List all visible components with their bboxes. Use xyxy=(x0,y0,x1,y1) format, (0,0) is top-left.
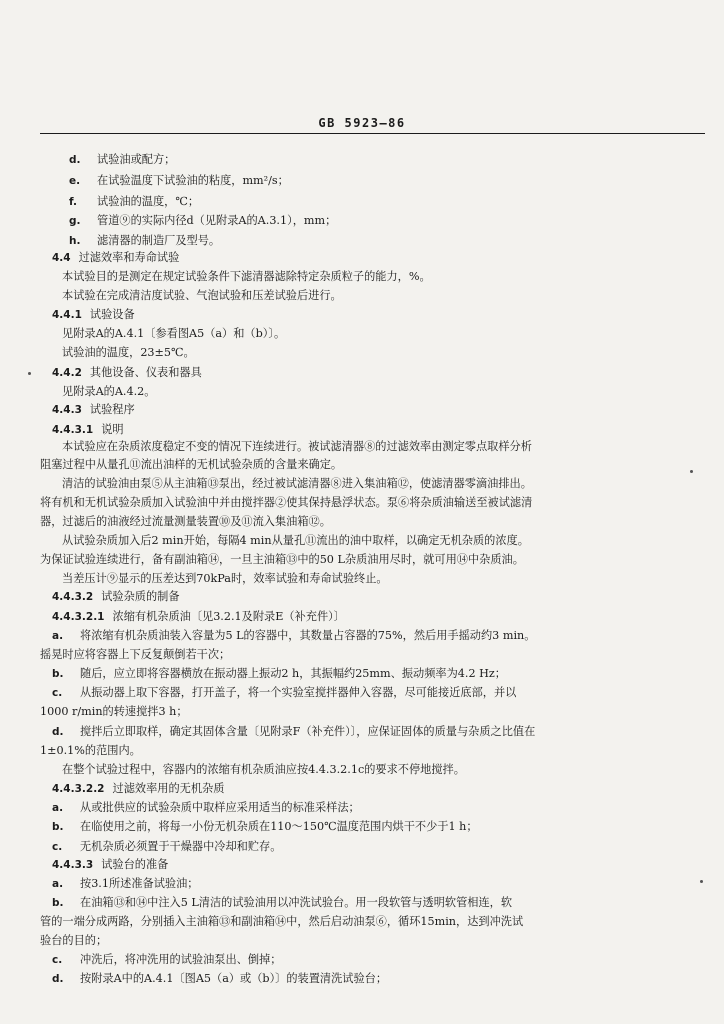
line-text: 浓缩有机杂质油〔见3.2.1及附录E（补充件）〕 xyxy=(112,610,345,623)
item-marker: g. xyxy=(69,215,81,227)
line-text: 本试验应在杂质浓度稳定不变的情况下连续进行。被试滤清器⑧的过滤效率由测定零点取样分析 xyxy=(62,440,532,453)
line-text: 在临使用之前，将每一小份无机杂质在110～150℃温度范围内烘干不少于1 h； xyxy=(80,820,478,833)
text-line xyxy=(52,972,387,986)
line-text: 试验台的准备 xyxy=(101,858,169,871)
line-text: 从试验杂质加入后2 min开始，每隔4 min从量孔⑪流出的油中取样，以确定无机杂质的浓度。 xyxy=(62,534,529,547)
text-line xyxy=(52,953,281,967)
line-text: 阻塞过程中从量孔⑪流出油样的无机试验杂质的含量来确定。 xyxy=(40,458,343,471)
text-line xyxy=(52,667,506,681)
scan-speck xyxy=(28,372,31,375)
item-marker: c. xyxy=(52,841,63,853)
text-line xyxy=(62,572,388,586)
item-marker: h. xyxy=(69,235,81,247)
text-line xyxy=(62,385,155,399)
text-line xyxy=(62,346,195,360)
item-marker: c. xyxy=(52,687,63,699)
line-text: 当差压计⑨显示的压差达到70kPa时，效率试验和寿命试验终止。 xyxy=(62,572,388,585)
line-text: 过滤效率和寿命试验 xyxy=(78,251,180,264)
text-line xyxy=(40,705,188,719)
text-line xyxy=(52,858,168,872)
item-marker: 4.4.3.2 xyxy=(52,591,94,603)
text-line xyxy=(69,234,220,248)
text-line xyxy=(52,629,535,643)
line-text: 从或批供应的试验杂质中取样应采用适当的标准采样法； xyxy=(80,801,360,814)
text-line xyxy=(52,590,180,604)
item-marker: 4.4.3 xyxy=(52,404,82,416)
item-marker: f. xyxy=(69,196,77,208)
text-line xyxy=(52,686,516,700)
item-marker: 4.4.3.1 xyxy=(52,424,94,436)
line-text: 管道⑨的实际内径d（见附录A的A.3.1），mm； xyxy=(97,214,337,227)
line-text: 试验杂质的制备 xyxy=(101,590,180,603)
text-line xyxy=(62,270,431,284)
line-text: 1000 r/min的转速搅拌3 h； xyxy=(40,705,188,718)
text-line xyxy=(40,744,141,758)
header-rule xyxy=(40,133,705,134)
item-marker: e. xyxy=(69,175,81,187)
line-text: 试验程序 xyxy=(89,403,135,416)
line-text: 在试验温度下试验油的粘度，mm²/s； xyxy=(97,174,289,187)
item-marker: 4.4.3.2.2 xyxy=(52,783,105,795)
text-line xyxy=(62,440,532,454)
text-line xyxy=(40,515,331,529)
text-line xyxy=(62,534,529,548)
item-marker: c. xyxy=(52,954,63,966)
item-marker: d. xyxy=(69,154,81,166)
line-text: 无机杂质必须置于干燥器中冷却和贮存。 xyxy=(80,840,282,853)
item-marker: 4.4.2 xyxy=(52,367,82,379)
line-text: 其他设备、仪表和器具 xyxy=(89,366,202,379)
line-text: 将浓缩有机杂质油装入容量为5 L的容器中，其数量占容器的75%，然后用手摇动约3 min。 xyxy=(80,629,536,642)
line-text: 试验设备 xyxy=(89,308,135,321)
text-line xyxy=(52,366,202,380)
item-marker: a. xyxy=(52,802,64,814)
text-line xyxy=(52,423,124,437)
text-line xyxy=(62,327,285,341)
text-line xyxy=(40,934,107,948)
text-line xyxy=(69,153,175,167)
text-line xyxy=(52,820,478,834)
line-text: 为保证试验连续进行，备有副油箱⑭，一旦主油箱⑬中的50 L杂质油用尽时，就可用⑭中杂质油。 xyxy=(40,553,524,566)
line-text: 试验油的温度，℃； xyxy=(97,195,200,208)
item-marker: 4.4.1 xyxy=(52,309,82,321)
line-text: 本试验在完成清洁度试验、气泡试验和压差试验后进行。 xyxy=(62,289,342,302)
text-line xyxy=(40,553,524,567)
line-text: 试验油或配方； xyxy=(97,153,176,166)
line-text: 说明 xyxy=(101,423,124,436)
text-line xyxy=(40,458,342,472)
text-line xyxy=(52,896,512,910)
text-line xyxy=(40,915,523,929)
line-text: 管的一端分成两路，分别插入主油箱⑬和副油箱⑭中，然后启动油泵⑥，循环15min，达到冲洗试 xyxy=(40,915,524,928)
scan-speck xyxy=(700,880,703,883)
line-text: 将有机和无机试验杂质加入试验油中并由搅拌器②使其保持悬浮状态。泵⑥将杂质油输送至被试滤清 xyxy=(40,496,533,509)
item-marker: a. xyxy=(52,630,64,642)
text-line xyxy=(52,782,224,796)
text-line xyxy=(52,840,281,854)
scan-speck xyxy=(690,470,693,473)
text-line xyxy=(52,251,179,265)
item-marker: 4.4.3.3 xyxy=(52,859,94,871)
line-text: 本试验目的是测定在规定试验条件下滤清器滤除特定杂质粒子的能力，%。 xyxy=(62,270,431,283)
item-marker: b. xyxy=(52,897,64,909)
text-line xyxy=(62,763,465,777)
line-text: 在整个试验过程中，容器内的浓缩有机杂质油应按4.4.3.2.1c的要求不停地搅拌。 xyxy=(62,763,465,776)
text-line xyxy=(40,496,532,510)
line-text: 冲洗后，将冲洗用的试验油泵出、倒掉； xyxy=(80,953,282,966)
line-text: 见附录A的A.4.2。 xyxy=(62,385,156,398)
text-line xyxy=(52,610,345,624)
text-line xyxy=(52,725,535,739)
line-text: 试验油的温度，23±5℃。 xyxy=(62,346,195,359)
text-line xyxy=(52,308,135,322)
text-line xyxy=(52,403,135,417)
text-line xyxy=(40,648,230,662)
text-line xyxy=(52,877,198,891)
page-header: GB 5923—86 xyxy=(318,116,406,130)
text-line xyxy=(62,289,342,303)
line-text: 随后，应立即将容器横放在振动器上振动2 h，其振幅约25mm、振动频率为4.2 Hz； xyxy=(80,667,506,680)
item-marker: 4.4.3.2.1 xyxy=(52,611,105,623)
item-marker: a. xyxy=(52,878,64,890)
line-text: 1±0.1%的范围内。 xyxy=(40,744,141,757)
line-text: 见附录A的A.4.1〔参看图A5（a）和（b）〕。 xyxy=(62,327,286,340)
line-text: 按3.1所述准备试验油； xyxy=(80,877,199,890)
line-text: 从振动器上取下容器，打开盖子，将一个实验室搅拌器伸入容器，尽可能接近底部，并以 xyxy=(80,686,517,699)
line-text: 器，过滤后的油液经过流量测量装置⑩及⑪流入集油箱⑫。 xyxy=(40,515,331,528)
text-line xyxy=(69,214,336,228)
item-marker: b. xyxy=(52,668,64,680)
line-text: 清洁的试验油由泵⑤从主油箱⑬泵出，经过被试滤清器⑧进入集油箱⑫，使滤清器零滴油排出。 xyxy=(62,477,532,490)
line-text: 在油箱⑬和⑭中注入5 L清洁的试验油用以冲洗试验台。用一段软管与透明软管相连，软 xyxy=(80,896,513,909)
line-text: 按附录A中的A.4.1〔图A5（a）或（b）〕的装置清洗试验台； xyxy=(80,972,388,985)
line-text: 验台的目的； xyxy=(40,934,108,947)
item-marker: d. xyxy=(52,973,64,985)
line-text: 过滤效率用的无机杂质 xyxy=(112,782,225,795)
line-text: 摇晃时应将容器上下反复颠倒若干次； xyxy=(40,648,231,661)
text-line xyxy=(52,801,360,815)
text-line xyxy=(69,174,289,188)
item-marker: d. xyxy=(52,726,64,738)
item-marker: 4.4 xyxy=(52,252,71,264)
line-text: 滤清器的制造厂及型号。 xyxy=(97,234,221,247)
item-marker: b. xyxy=(52,821,64,833)
line-text: 搅拌后立即取样，确定其固体含量〔见附录F（补充件）〕，应保证固体的质量与杂质之比值在 xyxy=(80,725,536,738)
text-line xyxy=(69,195,199,209)
text-line xyxy=(62,477,532,491)
